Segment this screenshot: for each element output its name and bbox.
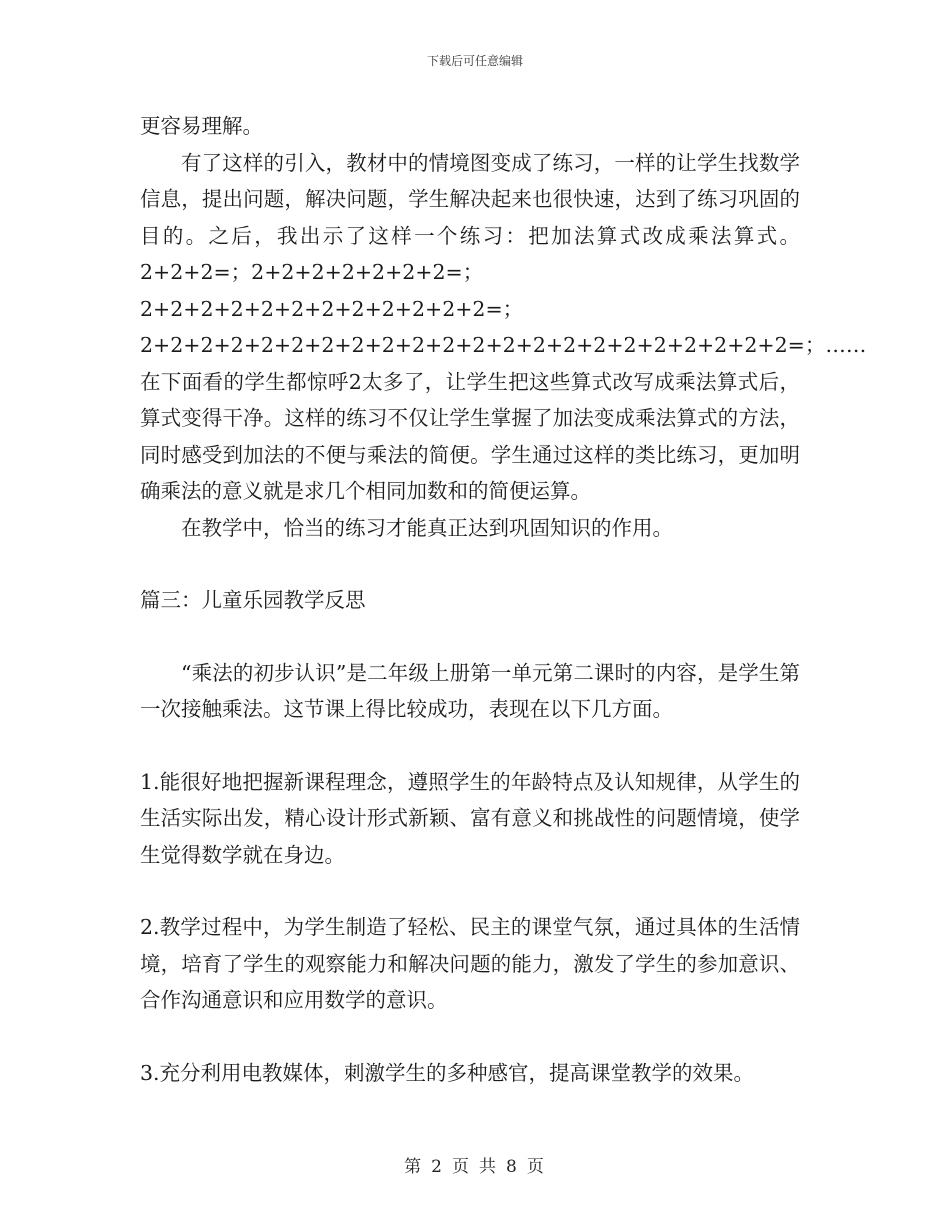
list-item-3: 3.充分利用电教媒体，刺激学生的多种感官，提高课堂教学的效果。: [140, 1060, 755, 1085]
list-item-2: 2.教学过程中，为学生制造了轻松、民主的课堂气氛，通过具体的生活情境，培育了学生的观察能力和解决问题的能力，激发了学生的参加意识、合作沟通意识和应用数学的意识。: [140, 915, 800, 1012]
page-footer: [0, 1152, 950, 1177]
spacer: [140, 619, 800, 655]
list-item-1: 1.能很好地把握新课程理念，遵照学生的年龄特点及认知规律，从学生的生活实际出发，精心设计形式新颖、富有意义和挑战性的问题情境，使学生觉得数学就在身边。: [140, 769, 800, 867]
paragraph-lesson-intro: “乘法的初步认识”是二年级上册第一单元第二课时的内容，是学生第一次接触乘法。这节课上得比较成功，表现在以下几方面。: [140, 660, 800, 721]
footer-total-pages: 8: [506, 1157, 519, 1177]
footer-prefix: 第: [404, 1157, 424, 1177]
footer-total-prefix: 共: [479, 1157, 498, 1177]
paragraph-practice-intro: 有了这样的引入，教材中的情境图变成了练习，一样的让学生找数学信息，提出问题，解决问题，学生解决起来也很快速，达到了练习巩固的目的。之后，我出示了这样一个练习：把加法算式改成乘法算式。2+2+2=；2+2+2+2+2+2+2=；2+2+2+2+2+2+2+2+2+2+2+2=；2+2+2+2+2+2+2+2+2+2+2+2+2+2+2+2+2+2+2+2+2+2=；……在下面看的学生都惊呼2太多了，让学生把这些算式改写成乘法算式后，算式变得干净。这样的练习不仅让学生掌握了加法变成乘法算式的方法，同时感受到加法的不便与乘法的简便。学生通过这样的类比练习，更加明确乘法的意义就是求几个相同加数和的简便运算。: [140, 150, 867, 503]
footer-total-word: 页: [526, 1157, 546, 1177]
spacer: [140, 728, 800, 764]
document-body: [140, 108, 867, 1091]
page-header: 下载后可任意编辑: [426, 54, 523, 68]
spacer: [140, 1019, 800, 1055]
footer-page-number: 2: [431, 1157, 444, 1177]
footer-page-word: 页: [452, 1157, 471, 1177]
paragraph-practice-summary: 在教学中，恰当的练习才能真正达到巩固知识的作用。: [181, 515, 673, 540]
paragraph-continuation: 更容易理解。: [140, 114, 263, 138]
spacer: [140, 546, 800, 582]
section-title: 篇三：儿童乐园教学反思: [140, 588, 366, 612]
spacer: [140, 873, 800, 909]
